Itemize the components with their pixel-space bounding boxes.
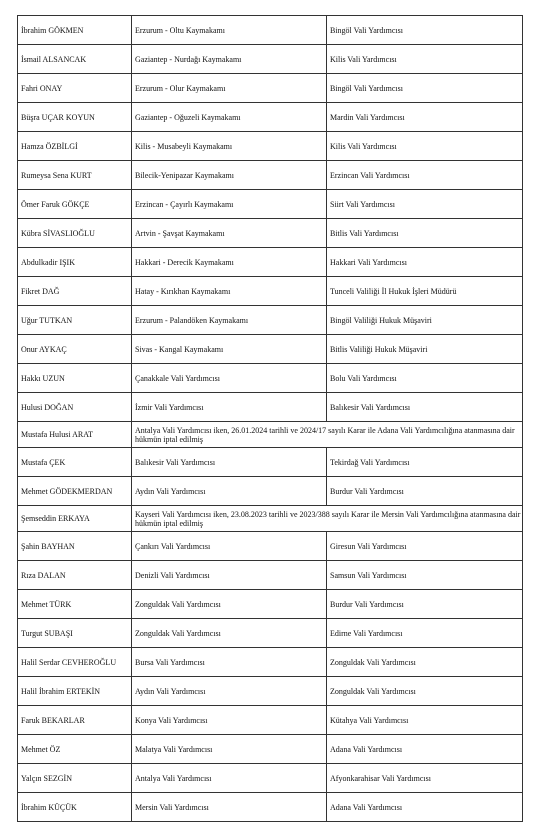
name-cell: İsmail ALSANCAK xyxy=(18,45,132,74)
table-row xyxy=(18,161,523,190)
new-post-cell: Adana Vali Yardımcısı xyxy=(327,793,523,822)
name-cell: Yalçın SEZGİN xyxy=(18,764,132,793)
previous-post-cell: Gaziantep - Oğuzeli Kaymakamı xyxy=(132,103,327,132)
table-row xyxy=(18,45,523,74)
new-post-cell: Kilis Vali Yardımcısı xyxy=(327,45,523,74)
new-post-cell: Balıkesir Vali Yardımcısı xyxy=(327,393,523,422)
new-post-cell: Kilis Vali Yardımcısı xyxy=(327,132,523,161)
table-row xyxy=(18,448,523,477)
new-post-cell: Mardin Vali Yardımcısı xyxy=(327,103,523,132)
previous-post-cell: Erzincan - Çayırlı Kaymakamı xyxy=(132,190,327,219)
new-post-cell: Giresun Vali Yardımcısı xyxy=(327,532,523,561)
name-cell: Mustafa ÇEK xyxy=(18,448,132,477)
name-cell: Faruk BEKARLAR xyxy=(18,706,132,735)
previous-post-cell: Aydın Vali Yardımcısı xyxy=(132,677,327,706)
name-cell: Ömer Faruk GÖKÇE xyxy=(18,190,132,219)
new-post-cell: Tekirdağ Vali Yardımcısı xyxy=(327,448,523,477)
new-post-cell: Samsun Vali Yardımcısı xyxy=(327,561,523,590)
previous-post-cell: Hatay - Kırıkhan Kaymakamı xyxy=(132,277,327,306)
table-row xyxy=(18,619,523,648)
name-cell: Rumeysa Sena KURT xyxy=(18,161,132,190)
table-row xyxy=(18,532,523,561)
table-row xyxy=(18,132,523,161)
name-cell: Mustafa Hulusi ARAT xyxy=(18,422,132,448)
name-cell: Büşra UÇAR KOYUN xyxy=(18,103,132,132)
previous-post-cell: Antalya Vali Yardımcısı xyxy=(132,764,327,793)
document-page xyxy=(17,15,522,822)
new-post-cell: Bitlis Vali Yardımcısı xyxy=(327,219,523,248)
name-cell: Uğur TUTKAN xyxy=(18,306,132,335)
previous-post-cell: Malatya Vali Yardımcısı xyxy=(132,735,327,764)
new-post-cell: Afyonkarahisar Vali Yardımcısı xyxy=(327,764,523,793)
name-cell: Rıza DALAN xyxy=(18,561,132,590)
name-cell: Hulusi DOĞAN xyxy=(18,393,132,422)
table-row xyxy=(18,219,523,248)
appointments-table-body xyxy=(18,16,523,822)
name-cell: Onur AYKAÇ xyxy=(18,335,132,364)
name-cell: Mehmet TÜRK xyxy=(18,590,132,619)
appointments-table xyxy=(17,15,523,822)
new-post-cell: Erzincan Vali Yardımcısı xyxy=(327,161,523,190)
previous-post-cell: Erzurum - Oltu Kaymakamı xyxy=(132,16,327,45)
table-row xyxy=(18,364,523,393)
previous-post-cell: Zonguldak Vali Yardımcısı xyxy=(132,590,327,619)
previous-post-cell: Gaziantep - Nurdağı Kaymakamı xyxy=(132,45,327,74)
name-cell: Mehmet ÖZ xyxy=(18,735,132,764)
table-row xyxy=(18,248,523,277)
name-cell: Şahin BAYHAN xyxy=(18,532,132,561)
table-row xyxy=(18,764,523,793)
previous-post-cell: Çankırı Vali Yardımcısı xyxy=(132,532,327,561)
new-post-cell: Hakkari Vali Yardımcısı xyxy=(327,248,523,277)
previous-post-cell: Mersin Vali Yardımcısı xyxy=(132,793,327,822)
new-post-cell: Adana Vali Yardımcısı xyxy=(327,735,523,764)
previous-post-cell: Sivas - Kangal Kaymakamı xyxy=(132,335,327,364)
name-cell: Fikret DAĞ xyxy=(18,277,132,306)
table-row xyxy=(18,706,523,735)
previous-post-cell: Çanakkale Vali Yardımcısı xyxy=(132,364,327,393)
table-row xyxy=(18,103,523,132)
previous-post-cell: Kilis - Musabeyli Kaymakamı xyxy=(132,132,327,161)
table-row xyxy=(18,306,523,335)
new-post-cell: Bingöl Vali Yardımcısı xyxy=(327,16,523,45)
name-cell: Fahri ONAY xyxy=(18,74,132,103)
name-cell: Hamza ÖZBİLGİ xyxy=(18,132,132,161)
table-row xyxy=(18,561,523,590)
previous-post-cell: Erzurum - Olur Kaymakamı xyxy=(132,74,327,103)
name-cell: Halil İbrahim ERTEKİN xyxy=(18,677,132,706)
table-row xyxy=(18,677,523,706)
new-post-cell: Tunceli Valiliği İl Hukuk İşleri Müdürü xyxy=(327,277,523,306)
previous-post-cell: Aydın Vali Yardımcısı xyxy=(132,477,327,506)
table-row xyxy=(18,793,523,822)
previous-post-cell: Artvin - Şavşat Kaymakamı xyxy=(132,219,327,248)
name-cell: Turgut SUBAŞI xyxy=(18,619,132,648)
table-row xyxy=(18,590,523,619)
annulment-note-cell: Kayseri Vali Yardımcısı iken, 23.08.2023 tarihli ve 2023/388 sayılı Karar ile Mersin Vali Yardımcılığına atanmasına dair hükmün iptal edilmiş xyxy=(132,506,523,532)
table-row xyxy=(18,74,523,103)
name-cell: Şemseddin ERKAYA xyxy=(18,506,132,532)
new-post-cell: Burdur Vali Yardımcısı xyxy=(327,477,523,506)
previous-post-cell: Erzurum - Palandöken Kaymakamı xyxy=(132,306,327,335)
previous-post-cell: Balıkesir Vali Yardımcısı xyxy=(132,448,327,477)
table-row xyxy=(18,422,523,448)
previous-post-cell: Konya Vali Yardımcısı xyxy=(132,706,327,735)
table-row xyxy=(18,648,523,677)
new-post-cell: Zonguldak Vali Yardımcısı xyxy=(327,677,523,706)
new-post-cell: Zonguldak Vali Yardımcısı xyxy=(327,648,523,677)
name-cell: Abdulkadir IŞIK xyxy=(18,248,132,277)
table-row xyxy=(18,16,523,45)
name-cell: İbrahim GÖKMEN xyxy=(18,16,132,45)
new-post-cell: Kütahya Vali Yardımcısı xyxy=(327,706,523,735)
name-cell: Halil Serdar CEVHEROĞLU xyxy=(18,648,132,677)
name-cell: Hakkı UZUN xyxy=(18,364,132,393)
previous-post-cell: Bursa Vali Yardımcısı xyxy=(132,648,327,677)
previous-post-cell: İzmir Vali Yardımcısı xyxy=(132,393,327,422)
new-post-cell: Burdur Vali Yardımcısı xyxy=(327,590,523,619)
new-post-cell: Bitlis Valiliği Hukuk Müşaviri xyxy=(327,335,523,364)
name-cell: Mehmet GÖDEKMERDAN xyxy=(18,477,132,506)
previous-post-cell: Bilecik-Yenipazar Kaymakamı xyxy=(132,161,327,190)
table-row xyxy=(18,506,523,532)
table-row xyxy=(18,190,523,219)
table-row xyxy=(18,393,523,422)
new-post-cell: Bingöl Vali Yardımcısı xyxy=(327,74,523,103)
new-post-cell: Bingöl Valiliği Hukuk Müşaviri xyxy=(327,306,523,335)
new-post-cell: Edirne Vali Yardımcısı xyxy=(327,619,523,648)
table-row xyxy=(18,735,523,764)
name-cell: Kübra SİVASLIOĞLU xyxy=(18,219,132,248)
table-row xyxy=(18,277,523,306)
previous-post-cell: Hakkari - Derecik Kaymakamı xyxy=(132,248,327,277)
previous-post-cell: Zonguldak Vali Yardımcısı xyxy=(132,619,327,648)
table-row xyxy=(18,477,523,506)
new-post-cell: Bolu Vali Yardımcısı xyxy=(327,364,523,393)
name-cell: İbrahim KÜÇÜK xyxy=(18,793,132,822)
previous-post-cell: Denizli Vali Yardımcısı xyxy=(132,561,327,590)
annulment-note-cell: Antalya Vali Yardımcısı iken, 26.01.2024 tarihli ve 2024/17 sayılı Karar ile Adana Vali Yardımcılığına atanmasına dair hükmün iptal edilmiş xyxy=(132,422,523,448)
new-post-cell: Siirt Vali Yardımcısı xyxy=(327,190,523,219)
table-row xyxy=(18,335,523,364)
